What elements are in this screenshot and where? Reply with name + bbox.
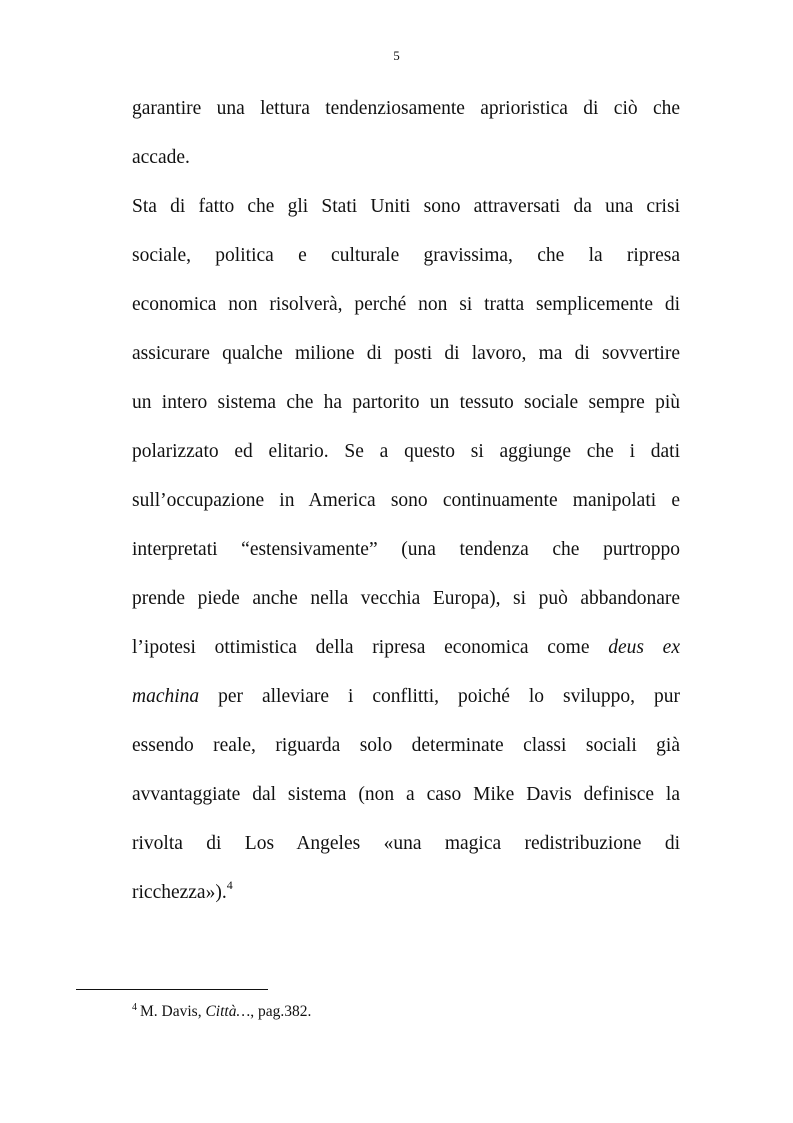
text-line: un intero sistema che ha partorito un tessuto sociale sempre più [132, 392, 680, 413]
text-line: accade. [132, 147, 190, 168]
footnote-separator [76, 989, 268, 990]
text-line: avvantaggiate dal sistema (non a caso Mike Davis definisce la [132, 784, 680, 805]
text-line [132, 623, 680, 672]
italic-latin-phrase: machina [132, 686, 200, 707]
text-line: interpretati “estensivamente” (una tendenza che purtroppo [132, 539, 680, 560]
text-fragment: ricchezza»). [132, 882, 227, 903]
text-fragment: l’ipotesi ottimistica della ripresa economica come [132, 637, 590, 658]
text-line: polarizzato ed elitario. Se a questo si aggiunge che i dati [132, 441, 680, 462]
italic-latin-phrase: deus ex [608, 637, 680, 658]
text-line: assicurare qualche milione di posti di lavoro, ma di sovvertire [132, 343, 680, 364]
text-line [132, 868, 680, 917]
text-line: sociale, politica e culturale gravissima, che la ripresa [132, 245, 680, 266]
footnote-author: M. Davis, [140, 1003, 202, 1020]
footnote-reference[interactable]: 4 [226, 878, 233, 892]
footnote-title: Città… [205, 1003, 251, 1020]
text-line: Sta di fatto che gli Stati Uniti sono attraversati da una crisi [132, 196, 680, 217]
footnote [132, 1001, 680, 1023]
footnote-citation: , pag.382. [250, 1003, 312, 1020]
text-line [132, 672, 680, 721]
text-line: rivolta di Los Angeles «una magica redistribuzione di [132, 833, 680, 854]
page-number: 5 [393, 48, 400, 63]
text-line: economica non risolverà, perché non si tratta semplicemente di [132, 294, 680, 315]
text-line: essendo reale, riguarda solo determinate classi sociali già [132, 735, 680, 756]
text-line: garantire una lettura tendenziosamente aprioristica di ciò che [132, 98, 680, 119]
text-fragment: per alleviare i conflitti, poiché lo sviluppo, pur [218, 686, 681, 707]
body-text [132, 84, 680, 917]
footnote-number: 4 [132, 1002, 137, 1013]
text-line: prende piede anche nella vecchia Europa), si può abbandonare [132, 588, 680, 609]
text-line: sull’occupazione in America sono continuamente manipolati e [132, 490, 680, 511]
